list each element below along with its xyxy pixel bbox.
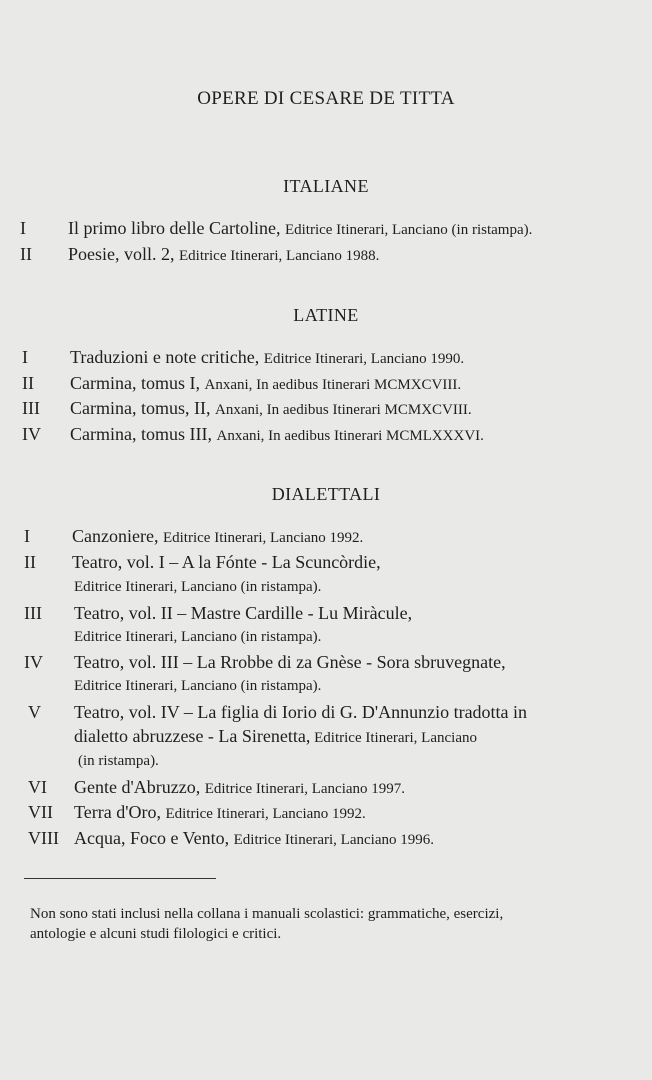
item-title: Teatro, vol. III – La Rrobbe di za Gnèse - Sora sbruvegnate,: [74, 652, 506, 672]
item-title: Acqua, Foco e Vento,: [74, 828, 230, 848]
item-publisher: Editrice Itinerari, Lanciano: [314, 730, 477, 746]
item-number: IV: [24, 652, 43, 672]
item-title-continuation: dialetto abruzzese - La Sirenetta,: [74, 726, 311, 746]
item-text: [72, 526, 363, 547]
item-number: I: [22, 347, 28, 367]
item-text: [70, 398, 472, 419]
item-title: Carmina, tomus, II,: [70, 398, 211, 418]
item-title: Poesie, voll. 2,: [68, 244, 175, 264]
item-text: [70, 424, 484, 445]
item-title: Teatro, vol. I – A la Fónte - La Scuncòrdie,: [72, 552, 381, 572]
item-title: Canzoniere,: [72, 526, 159, 546]
item-publisher: Editrice Itinerari, Lanciano (in ristampa).: [284, 222, 533, 238]
section-heading-latine: LATINE: [293, 305, 359, 325]
item-publisher: Editrice Itinerari, Lanciano 1992.: [162, 530, 364, 546]
item-publisher: Anxani, In aedibus Itinerari MCMXCVIII.: [204, 377, 462, 393]
item-continuation: [74, 726, 477, 747]
item-publisher: Anxani, In aedibus Itinerari MCMXCVIII.: [214, 402, 472, 418]
item-publisher: Editrice Itinerari, Lanciano (in ristampa).: [74, 579, 322, 595]
item-number: IV: [22, 424, 41, 444]
item-status: (in ristampa).: [78, 753, 159, 769]
item-number: I: [24, 526, 30, 546]
item-title: Traduzioni e note critiche,: [70, 347, 260, 367]
item-text: [70, 373, 461, 394]
item-number: VIII: [28, 828, 59, 848]
item-title: Teatro, vol. II – Mastre Cardille - Lu Miràcule,: [74, 603, 413, 623]
item-number: II: [24, 552, 36, 572]
item-publisher: Editrice Itinerari, Lanciano (in ristampa).: [74, 678, 322, 694]
item-number: III: [22, 398, 40, 418]
item-publisher: Editrice Itinerari, Lanciano 1996.: [233, 832, 434, 848]
footnote: [30, 904, 610, 944]
section-heading-italiane: ITALIANE: [283, 176, 369, 196]
item-number: III: [24, 603, 42, 623]
item-number: I: [20, 218, 26, 238]
item-title: Il primo libro delle Cartoline,: [68, 218, 281, 238]
item-publisher: Anxani, In aedibus Itinerari MCMLXXXVI.: [216, 428, 484, 444]
footnote-divider: [24, 878, 216, 879]
item-text: [68, 244, 379, 265]
item-publisher: Editrice Itinerari, Lanciano 1988.: [179, 248, 380, 264]
item-publisher: Editrice Itinerari, Lanciano 1990.: [263, 351, 465, 367]
item-text: [74, 777, 405, 798]
item-number: II: [22, 373, 34, 393]
item-title: Carmina, tomus III,: [70, 424, 212, 444]
item-publisher: Editrice Itinerari, Lanciano 1992.: [165, 806, 366, 822]
item-text: [74, 828, 434, 849]
item-title: Carmina, tomus I,: [70, 373, 200, 393]
item-number: II: [20, 244, 32, 264]
item-title: Terra d'Oro,: [74, 802, 161, 822]
item-title: Gente d'Abruzzo,: [74, 777, 201, 797]
item-text: [70, 347, 464, 368]
item-text: [74, 802, 366, 823]
page-title: OPERE DI CESARE DE TITTA: [197, 88, 455, 109]
item-publisher: Editrice Itinerari, Lanciano (in ristampa).: [74, 629, 322, 645]
item-text: [68, 218, 532, 239]
item-title: Teatro, vol. IV – La figlia di Iorio di G. D'Annunzio tradotta in: [74, 702, 528, 722]
item-number: V: [28, 702, 41, 722]
footnote-line: Non sono stati inclusi nella collana i manuali scolastici: grammatiche, esercizi,: [30, 906, 504, 922]
footnote-line: antologie e alcuni studi filologici e critici.: [30, 926, 282, 942]
item-number: VI: [28, 777, 47, 797]
item-number: VII: [28, 802, 53, 822]
section-heading-dialettali: DIALETTALI: [271, 484, 381, 504]
item-publisher: Editrice Itinerari, Lanciano 1997.: [204, 781, 406, 797]
